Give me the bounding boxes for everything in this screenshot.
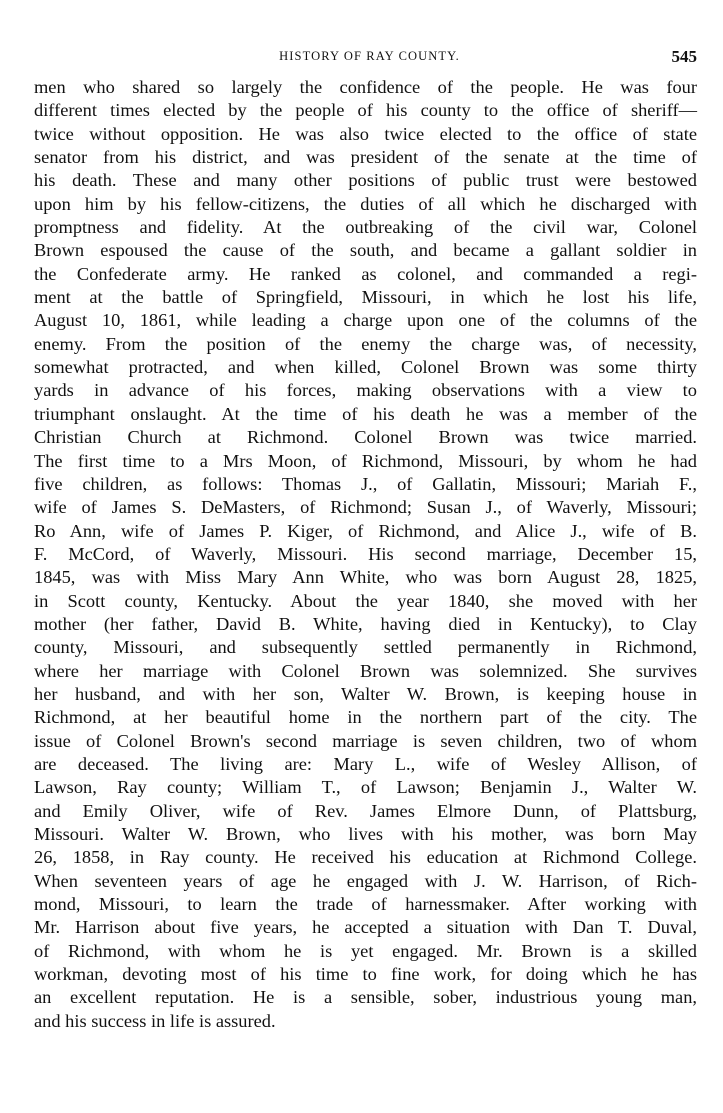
text-line: workman, devoting most of his time to fine work, for doing which he has	[34, 964, 697, 985]
text-line: and Emily Oliver, wife of Rev. James Elmore Dunn, of Plattsburg,	[34, 800, 697, 821]
text-line: senator from his district, and was president of the senate at the time of	[34, 147, 697, 168]
text-line: an excellent reputation. He is a sensible, sober, industrious young man,	[34, 987, 697, 1008]
text-line: different times elected by the people of his county to the office of sheriff—	[34, 100, 697, 121]
text-line: where her marriage with Colonel Brown was solemnized. She survives	[34, 660, 697, 681]
text-line: The first time to a Mrs Moon, of Richmond, Missouri, by whom he had	[34, 450, 697, 471]
text-line: Christian Church at Richmond. Colonel Brown was twice married.	[34, 427, 697, 448]
text-line: Lawson, Ray county; William T., of Lawson; Benjamin J., Walter W.	[34, 777, 697, 798]
text-line: issue of Colonel Brown's second marriage is seven children, two of whom	[34, 730, 697, 751]
text-line: 1845, was with Miss Mary Ann White, who was born August 28, 1825,	[34, 567, 697, 588]
text-line: county, Missouri, and subsequently settled permanently in Richmond,	[34, 637, 697, 658]
text-line: of Richmond, with whom he is yet engaged. Mr. Brown is a skilled	[34, 940, 697, 961]
text-line: mond, Missouri, to learn the trade of harnessmaker. After working with	[34, 894, 697, 915]
text-line: Missouri. Walter W. Brown, who lives with his mother, was born May	[34, 824, 697, 844]
text-line: his death. These and many other positions of public trust were bestowed	[34, 170, 697, 191]
text-line: ment at the battle of Springfield, Missouri, in which he lost his life,	[34, 287, 697, 308]
text-line: enemy. From the position of the enemy the charge was, of necessity,	[34, 333, 697, 354]
text-line: her husband, and with her son, Walter W. Brown, is keeping house in	[34, 683, 697, 704]
text-line: Brown espoused the cause of the south, and became a gallant soldier in	[34, 240, 697, 261]
text-line: the Confederate army. He ranked as colonel, and commanded a regi-	[34, 263, 697, 284]
text-line: promptness and fidelity. At the outbreaking of the civil war, Colonel	[34, 217, 697, 238]
page-header	[34, 47, 697, 67]
text-line: mother (her father, David B. White, having died in Kentucky), to Clay	[34, 613, 697, 634]
text-line: twice without opposition. He was also twice elected to the office of state	[34, 123, 697, 144]
body-text	[34, 76, 697, 1033]
text-line: August 10, 1861, while leading a charge upon one of the columns of the	[34, 310, 697, 331]
text-line: triumphant onslaught. At the time of his death he was a member of the	[34, 403, 697, 424]
text-line: Ro Ann, wife of James P. Kiger, of Richmond, and Alice J., wife of B.	[34, 520, 697, 541]
text-line: are deceased. The living are: Mary L., wife of Wesley Allison, of	[34, 753, 697, 774]
text-line: 26, 1858, in Ray county. He received his education at Richmond College.	[34, 847, 697, 868]
running-title: HISTORY OF RAY COUNTY.	[279, 49, 460, 63]
text-line: wife of James S. DeMasters, of Richmond; Susan J., of Waverly, Missouri;	[34, 497, 697, 518]
text-line-last: and his success in life is assured.	[34, 1010, 276, 1031]
text-line: men who shared so largely the confidence of the people. He was four	[34, 77, 697, 97]
text-line: When seventeen years of age he engaged with J. W. Harrison, of Rich-	[34, 870, 697, 891]
text-line: in Scott county, Kentucky. About the year 1840, she moved with her	[34, 590, 697, 611]
text-line: somewhat protracted, and when killed, Colonel Brown was some thirty	[34, 357, 697, 378]
text-line: Richmond, at her beautiful home in the northern part of the city. The	[34, 707, 697, 728]
text-line: yards in advance of his forces, making observations with a view to	[34, 380, 697, 401]
text-line: five children, as follows: Thomas J., of Gallatin, Missouri; Mariah F.,	[34, 473, 697, 494]
text-line: F. McCord, of Waverly, Missouri. His second marriage, December 15,	[34, 543, 697, 564]
page-number: 545	[671, 47, 697, 66]
text-line: upon him by his fellow-citizens, the duties of all which he discharged with	[34, 193, 697, 214]
text-line: Mr. Harrison about five years, he accepted a situation with Dan T. Duval,	[34, 917, 697, 938]
